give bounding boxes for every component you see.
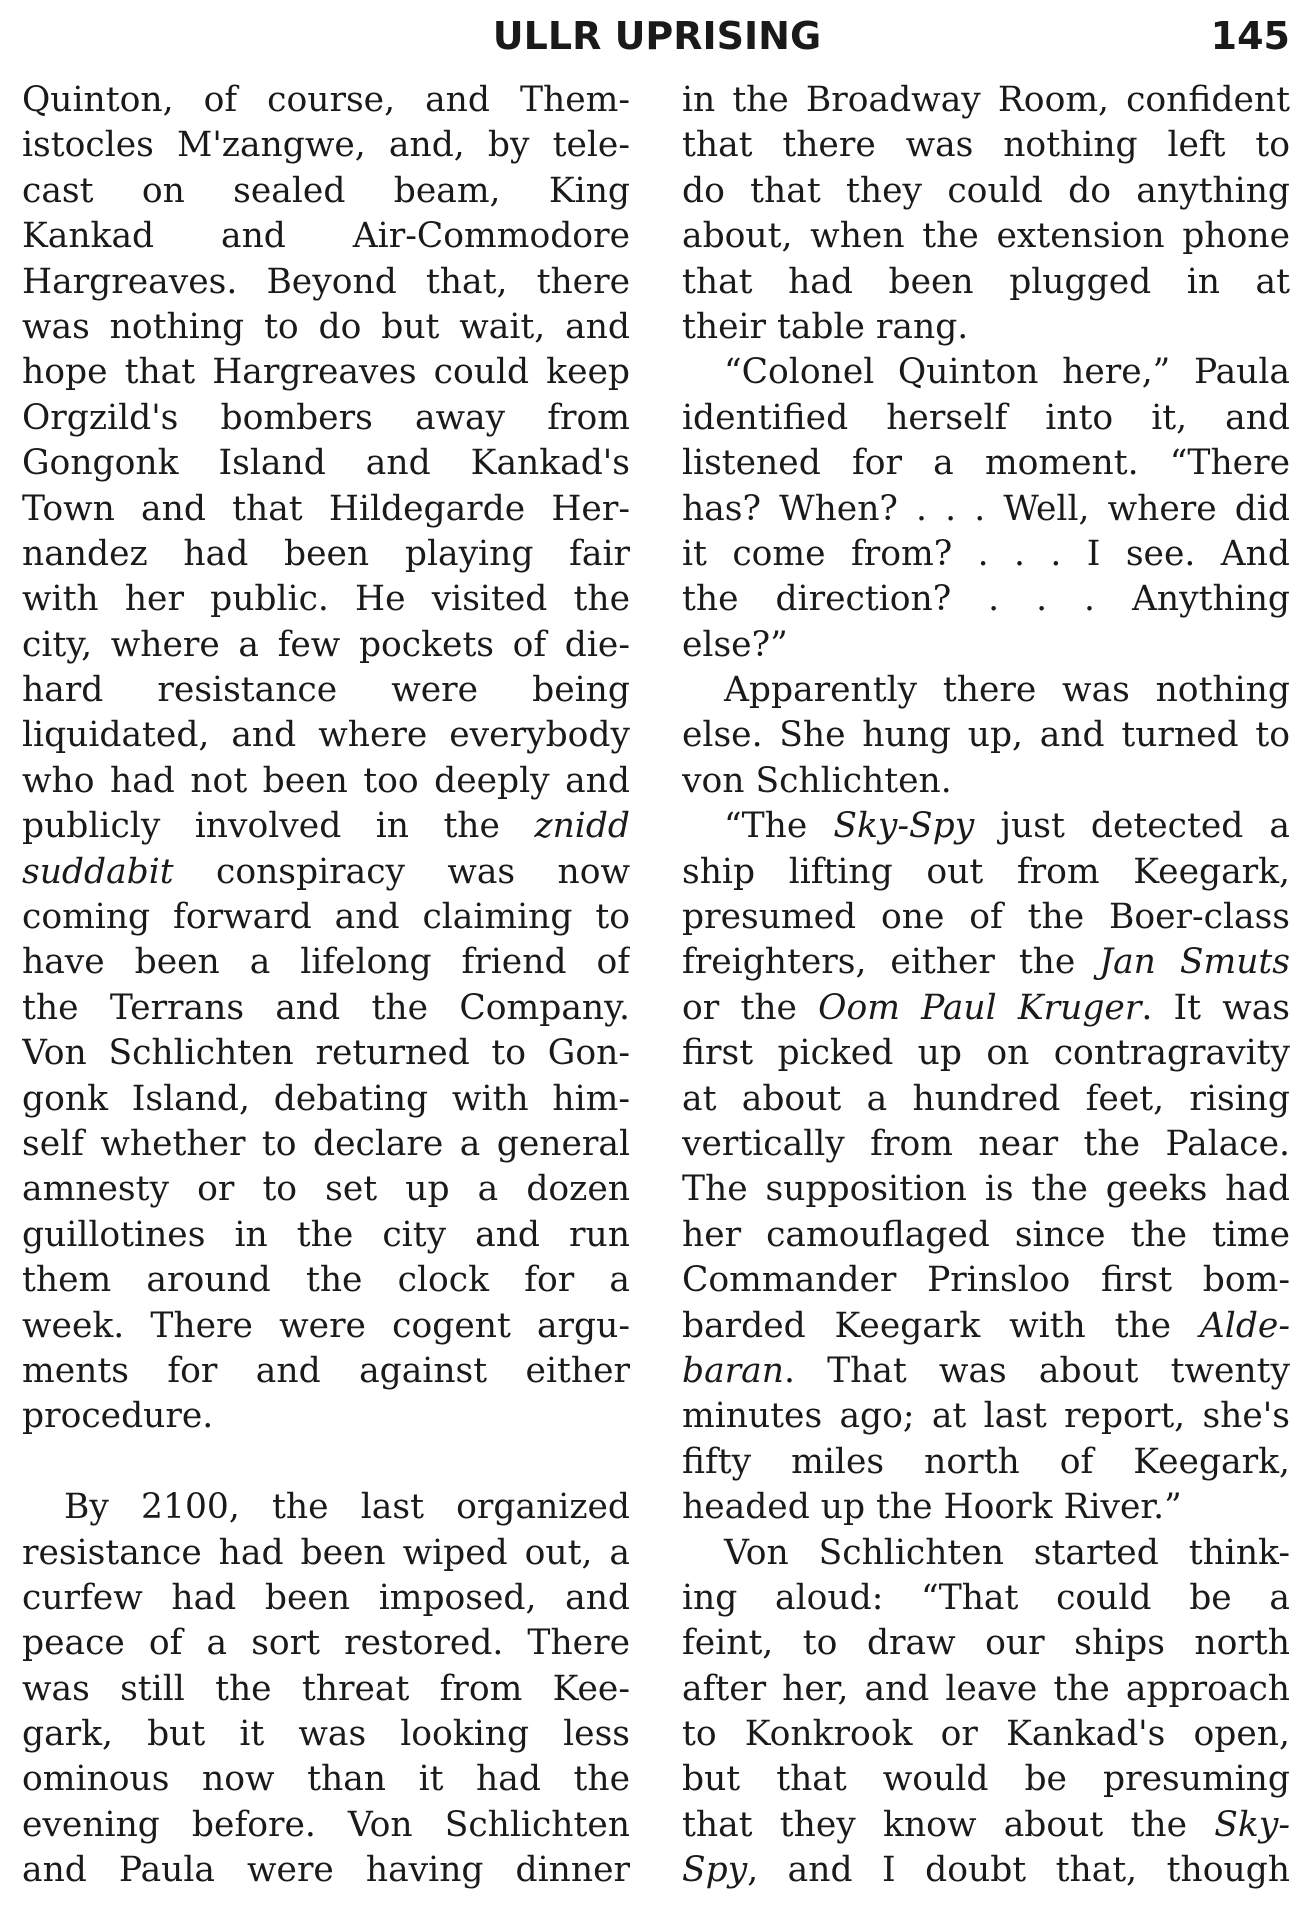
text-run: publicly involved in the <box>22 806 535 847</box>
text-run: barded Keegark with the <box>682 1305 1200 1346</box>
text-run: identified herself into it, and <box>682 397 1290 438</box>
text-line <box>22 1576 630 1621</box>
text-run: or the <box>682 987 819 1028</box>
text-line <box>682 123 1290 168</box>
text-run: ship lifting out from Keegark, <box>682 851 1290 892</box>
text-run: vertically from near the Palace. <box>682 1123 1290 1164</box>
text-run: but that would be presuming <box>682 1759 1290 1800</box>
text-run: that there was nothing left to <box>682 125 1290 166</box>
text-line <box>682 1621 1290 1666</box>
text-run: the direction? . . . Anything <box>682 579 1290 620</box>
text-run: von Schlichten. <box>682 760 952 801</box>
text-line <box>682 169 1290 214</box>
text-run: coming forward and claiming to <box>22 897 630 938</box>
text-run: Gongonk Island and Kankad's <box>22 443 630 484</box>
text-line <box>682 895 1290 940</box>
text-line <box>682 623 1290 668</box>
text-line <box>682 1485 1290 1530</box>
text-line <box>682 441 1290 486</box>
text-run: have been a lifelong friend of <box>22 942 630 983</box>
text-line <box>22 1304 630 1349</box>
italic-run: Alde- <box>1199 1305 1290 1346</box>
text-run: Von Schlichten started think- <box>724 1532 1290 1573</box>
text-line <box>682 713 1290 758</box>
text-line <box>22 1077 630 1122</box>
text-line <box>22 532 630 577</box>
text-run: freighters, either the <box>682 942 1100 983</box>
text-run: guillotines in the city and run <box>22 1214 630 1255</box>
text-run: procedure. <box>22 1396 214 1437</box>
text-line <box>22 1757 630 1802</box>
text-line <box>682 668 1290 713</box>
text-run: Kankad and Air-Commodore <box>22 216 630 257</box>
text-line <box>682 1531 1290 1576</box>
text-line <box>682 487 1290 532</box>
text-line <box>682 577 1290 622</box>
text-run: it come from? . . . I see. And <box>682 533 1290 574</box>
italic-run: Spy <box>682 1850 748 1891</box>
text-line <box>22 1213 630 1258</box>
text-line <box>22 1349 630 1394</box>
text-run: evening before. Von Schlichten <box>22 1804 630 1845</box>
text-run: Town and that Hildegarde Her- <box>22 488 630 529</box>
text-run: who had not been too deeply and <box>22 760 630 801</box>
text-line <box>682 1031 1290 1076</box>
text-line <box>22 986 630 1031</box>
text-run: after her, and leave the approach <box>682 1668 1290 1709</box>
text-line <box>682 804 1290 849</box>
text-run: at about a hundred feet, rising <box>682 1078 1290 1119</box>
italic-run: Sky- <box>1214 1804 1290 1845</box>
text-line <box>682 1394 1290 1439</box>
text-line <box>682 1304 1290 1349</box>
text-run: ominous now than it had the <box>22 1759 630 1800</box>
text-run: cast on sealed beam, King <box>22 170 630 211</box>
left-column <box>22 78 630 1894</box>
italic-run: suddabit <box>22 851 174 892</box>
text-run: that they know about the <box>682 1804 1215 1845</box>
text-run: with her public. He visited the <box>22 579 630 620</box>
text-run: istocles M'zangwe, and, by tele- <box>22 125 630 166</box>
text-line <box>682 260 1290 305</box>
text-line <box>22 123 630 168</box>
text-line <box>22 895 630 940</box>
text-run: do that they could do anything <box>682 170 1290 211</box>
text-run: that had been plugged in at <box>682 261 1290 302</box>
text-line <box>22 350 630 395</box>
running-title: ULLR UPRISING <box>492 14 822 58</box>
text-line <box>682 1848 1290 1893</box>
text-run: was still the threat from Kee- <box>22 1668 630 1709</box>
text-line <box>682 396 1290 441</box>
text-run: to Konkrook or Kankad's open, <box>682 1714 1290 1755</box>
text-line <box>682 1077 1290 1122</box>
text-run: was nothing to do but wait, and <box>22 306 630 347</box>
text-run: else. She hung up, and turned to <box>682 715 1290 756</box>
text-line <box>682 1667 1290 1712</box>
text-run: minutes ago; at last report, she's <box>682 1396 1290 1437</box>
text-run: gonk Island, debating with him- <box>22 1078 630 1119</box>
text-run: feint, to draw our ships north <box>682 1623 1290 1664</box>
text-line <box>682 1349 1290 1394</box>
text-line <box>22 850 630 895</box>
text-line <box>22 1803 630 1848</box>
text-line <box>682 1576 1290 1621</box>
text-line <box>22 1394 630 1439</box>
italic-run: Oom Paul Kruger <box>818 987 1142 1028</box>
text-line <box>682 350 1290 395</box>
text-line <box>22 1667 630 1712</box>
text-line <box>682 986 1290 1031</box>
text-line <box>22 713 630 758</box>
text-run: liquidated, and where everybody <box>22 715 630 756</box>
text-line <box>22 1531 630 1576</box>
text-run: Commander Prinsloo first bom- <box>682 1260 1290 1301</box>
text-line <box>682 78 1290 123</box>
text-run: has? When? . . . Well, where did <box>682 488 1290 529</box>
text-run: . That was about twenty <box>783 1350 1290 1391</box>
text-line <box>22 1712 630 1757</box>
text-line <box>22 668 630 713</box>
text-line <box>22 441 630 486</box>
text-line <box>682 1712 1290 1757</box>
text-line <box>22 940 630 985</box>
text-line <box>22 1258 630 1303</box>
text-line <box>22 1848 630 1893</box>
text-run: just detected a <box>974 806 1290 847</box>
text-line <box>22 169 630 214</box>
text-run: resistance had been wiped out, a <box>22 1532 630 1573</box>
text-run: curfew had been imposed, and <box>22 1577 630 1618</box>
text-run: about, when the extension phone <box>682 216 1290 257</box>
text-run: ments for and against either <box>22 1350 630 1391</box>
text-run: “The <box>724 806 834 847</box>
text-run: them around the clock for a <box>22 1260 630 1301</box>
text-run: the Terrans and the Company. <box>22 987 630 1028</box>
text-run: Von Schlichten returned to Gon- <box>22 1033 630 1074</box>
text-line <box>22 1440 630 1485</box>
text-run: nandez had been playing fair <box>22 533 630 574</box>
text-line <box>682 940 1290 985</box>
text-run: city, where a few pockets of die- <box>22 624 630 665</box>
italic-run: Jan Smuts <box>1099 942 1290 983</box>
text-line <box>22 1621 630 1666</box>
text-run: gark, but it was looking less <box>22 1714 630 1755</box>
text-run: . It was <box>1141 987 1290 1028</box>
text-line <box>22 305 630 350</box>
text-run: Apparently there was nothing <box>724 670 1290 711</box>
text-run: hope that Hargreaves could keep <box>22 352 630 393</box>
text-line <box>22 260 630 305</box>
text-run: and Paula were having dinner <box>22 1850 630 1891</box>
text-line <box>682 305 1290 350</box>
text-run: “Colonel Quinton here,” Paula <box>724 352 1290 393</box>
text-run: her camouflaged since the time <box>682 1214 1290 1255</box>
text-run: The supposition is the geeks had <box>682 1169 1290 1210</box>
text-line <box>22 1167 630 1212</box>
italic-run: baran <box>682 1350 784 1391</box>
italic-run: znidd <box>534 806 630 847</box>
text-line <box>22 623 630 668</box>
italic-run: Sky-Spy <box>833 806 975 847</box>
text-run: listened for a moment. “There <box>682 443 1290 484</box>
text-line <box>22 487 630 532</box>
text-run: week. There were cogent argu- <box>22 1305 630 1346</box>
text-line <box>682 1803 1290 1848</box>
text-run: Hargreaves. Beyond that, there <box>22 261 630 302</box>
text-run: first picked up on contragravity <box>682 1033 1290 1074</box>
text-run: else?” <box>682 624 788 665</box>
text-line <box>682 1757 1290 1802</box>
text-run: in the Broadway Room, confident <box>682 80 1290 120</box>
right-column <box>682 78 1290 1894</box>
text-run: fifty miles north of Keegark, <box>682 1441 1290 1482</box>
text-line <box>22 577 630 622</box>
text-line <box>682 1122 1290 1167</box>
text-run: presumed one of the Boer-class <box>682 897 1290 938</box>
text-line <box>22 78 630 123</box>
running-header <box>0 14 1314 64</box>
text-line <box>682 850 1290 895</box>
text-line <box>22 396 630 441</box>
text-line <box>22 214 630 259</box>
text-run: conspiracy was now <box>173 851 630 892</box>
text-line <box>22 804 630 849</box>
text-run: peace of a sort restored. There <box>22 1623 630 1664</box>
text-run: headed up the Hoork River.” <box>682 1487 1182 1528</box>
text-line <box>682 214 1290 259</box>
text-run: ing aloud: “That could be a <box>682 1577 1290 1618</box>
text-line <box>682 1258 1290 1303</box>
text-line <box>682 1167 1290 1212</box>
text-run: , and I doubt that, though <box>747 1850 1290 1891</box>
text-line <box>22 1122 630 1167</box>
text-run: amnesty or to set up a dozen <box>22 1169 630 1210</box>
text-line <box>682 532 1290 577</box>
text-line <box>22 1031 630 1076</box>
text-run: self whether to declare a general <box>22 1123 630 1164</box>
text-line <box>682 1440 1290 1485</box>
text-run: their table rang. <box>682 306 969 347</box>
text-run: Orgzild's bombers away from <box>22 397 630 438</box>
text-line <box>22 1485 630 1530</box>
text-run: hard resistance were being <box>22 670 630 711</box>
text-run: By 2100, the last organized <box>64 1487 630 1528</box>
text-run: Quinton, of course, and Them- <box>22 80 630 120</box>
text-line <box>22 759 630 804</box>
text-line <box>682 759 1290 804</box>
text-line <box>682 1213 1290 1258</box>
page-number: 145 <box>1210 14 1290 58</box>
